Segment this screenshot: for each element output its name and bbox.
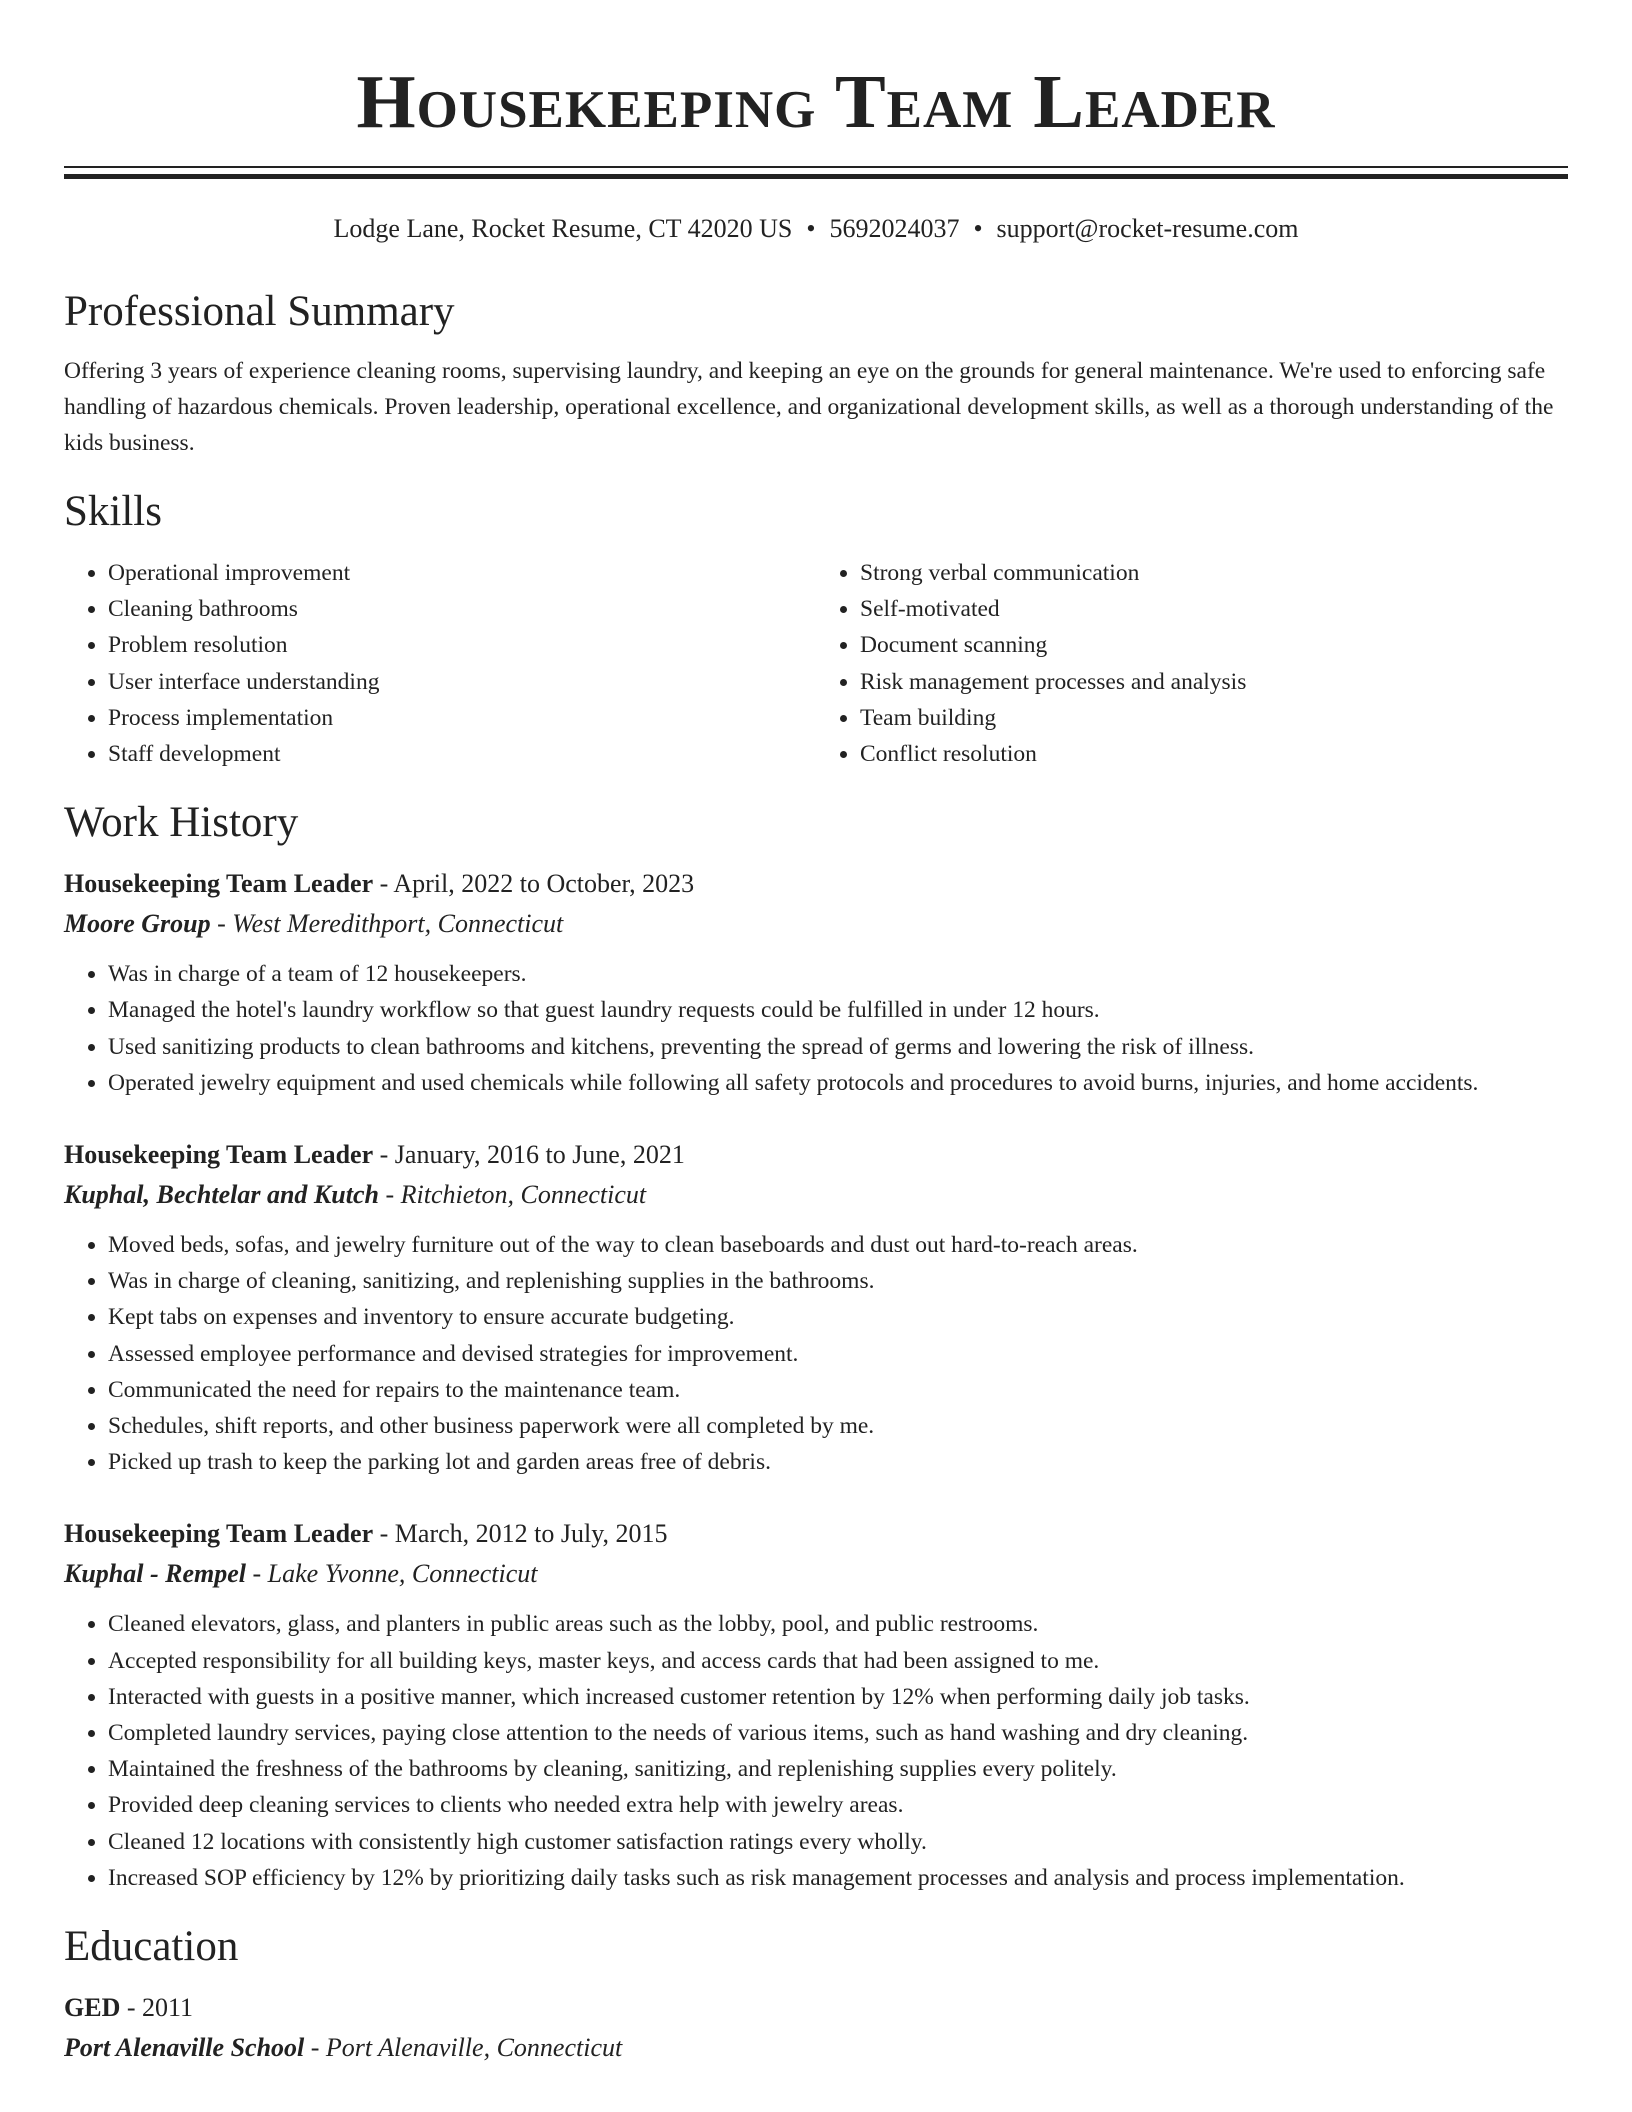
job-bullet: • Picked up trash to keep the parking lot and garden areas free of debris. (108, 1444, 1568, 1480)
contact-email: support@rocket-resume.com (996, 214, 1299, 243)
job-location: - Ritchieton, Connecticut (378, 1180, 647, 1210)
job-title-line (64, 864, 1568, 904)
job-bullet: • Completed laundry services, paying close attention to the needs of various items, such as hand washing and dry cleaning. (108, 1715, 1568, 1751)
skill-item: • Document scanning (860, 627, 1568, 663)
job-bullet: • Communicated the need for repairs to the maintenance team. (108, 1372, 1568, 1408)
education-degree: GED (64, 1993, 121, 2023)
job-bullet: • Used sanitizing products to clean bathrooms and kitchens, preventing the spread of germs and lowering the risk of illness. (108, 1029, 1568, 1065)
skill-item: • Risk management processes and analysis (860, 664, 1568, 700)
job-company-line (64, 1554, 1568, 1594)
job-bullet: • Was in charge of a team of 12 housekeepers. (108, 956, 1568, 992)
job-role: Housekeeping Team Leader (64, 1519, 374, 1549)
job-company-line (64, 904, 1568, 944)
job-bullets (64, 1606, 1568, 1896)
job-dates: - March, 2012 to July, 2015 (373, 1519, 668, 1549)
job-company: Kuphal - Rempel (64, 1559, 247, 1589)
skill-item: • Team building (860, 700, 1568, 736)
job-bullet: • Assessed employee performance and devised strategies for improvement. (108, 1336, 1568, 1372)
job-bullet: • Cleaned 12 locations with consistently high customer satisfaction ratings every wholly. (108, 1824, 1568, 1860)
job-bullet: • Increased SOP efficiency by 12% by prioritizing daily tasks such as risk management processes and analysis and process implementation. (108, 1860, 1568, 1896)
contact-address: Lodge Lane, Rocket Resume, CT 42020 US (333, 214, 793, 243)
contact-separator: • (806, 214, 816, 243)
job-company-line (64, 1175, 1568, 1215)
skills-list (64, 555, 1568, 772)
job-role: Housekeeping Team Leader (64, 1140, 374, 1170)
job-bullet: • Schedules, shift reports, and other business paperwork were all completed by me. (108, 1408, 1568, 1444)
skill-item: • Strong verbal communication (860, 555, 1568, 591)
education-entry (64, 1988, 1568, 2068)
education-degree-line (64, 1988, 1568, 2028)
skill-item: • Staff development (108, 736, 816, 772)
job-bullet: • Managed the hotel's laundry workflow so that guest laundry requests could be fulfilled in under 12 hours. (108, 992, 1568, 1028)
skill-item: • Problem resolution (108, 627, 816, 663)
job-bullet: • Maintained the freshness of the bathrooms by cleaning, sanitizing, and replenishing supplies every politely. (108, 1751, 1568, 1787)
job-bullet: • Accepted responsibility for all building keys, master keys, and access cards that had been assigned to me. (108, 1643, 1568, 1679)
job-bullet: • Kept tabs on expenses and inventory to ensure accurate budgeting. (108, 1299, 1568, 1335)
skill-item: • Cleaning bathrooms (108, 591, 816, 627)
contact-line (64, 213, 1568, 245)
education-school: Port Alenaville School (64, 2033, 305, 2063)
skill-item: • Self-motivated (860, 591, 1568, 627)
header-divider (64, 166, 1568, 179)
job-entry (64, 864, 1568, 1101)
job-location: - Lake Yvonne, Connecticut (246, 1559, 538, 1589)
education-year: - 2011 (120, 1993, 194, 2023)
resume-name: Housekeeping Team Leader (356, 60, 1276, 144)
job-dates: - April, 2022 to October, 2023 (373, 869, 695, 899)
job-title-line (64, 1514, 1568, 1554)
summary-heading: Professional Summary (64, 288, 455, 335)
divider-thin-line (64, 166, 1568, 168)
job-company: Kuphal, Bechtelar and Kutch (64, 1180, 379, 1210)
divider-thick-line (64, 174, 1568, 179)
skills-column-right (816, 555, 1568, 772)
education-location: - Port Alenaville, Connecticut (304, 2033, 623, 2063)
summary-text: Offering 3 years of experience cleaning rooms, supervising laundry, and keeping an eye on the grounds for general maintenance. We're used to enforcing safe handling of hazardous chemicals. Proven leadership, operational excellence, and organizational development skills, as well as a thorough understanding of the kids business. (64, 358, 1554, 456)
skill-item: • User interface understanding (108, 664, 816, 700)
work-history-heading: Work History (64, 799, 299, 847)
job-bullets (64, 956, 1568, 1101)
job-bullet: • Interacted with guests in a positive manner, which increased customer retention by 12% when performing daily job tasks. (108, 1679, 1568, 1715)
job-bullet: • Operated jewelry equipment and used chemicals while following all safety protocols and procedures to avoid burns, injuries, and home accidents. (108, 1065, 1568, 1101)
contact-separator: • (973, 214, 983, 243)
job-bullets (64, 1227, 1568, 1480)
skill-item: • Conflict resolution (860, 736, 1568, 772)
job-bullet: • Provided deep cleaning services to clients who needed extra help with jewelry areas. (108, 1787, 1568, 1823)
job-company: Moore Group (64, 909, 211, 939)
job-bullet: • Moved beds, sofas, and jewelry furniture out of the way to clean baseboards and dust out hard-to-reach areas. (108, 1227, 1568, 1263)
skills-column-left (64, 555, 816, 772)
job-bullet: • Was in charge of cleaning, sanitizing, and replenishing supplies in the bathrooms. (108, 1263, 1568, 1299)
job-entry (64, 1135, 1568, 1480)
job-bullet: • Cleaned elevators, glass, and planters in public areas such as the lobby, pool, and public restrooms. (108, 1606, 1568, 1642)
contact-phone: 5692024037 (829, 214, 960, 243)
job-title-line (64, 1135, 1568, 1175)
education-heading: Education (64, 1923, 239, 1971)
education-school-line (64, 2028, 1568, 2068)
job-location: - West Meredithport, Connecticut (210, 909, 564, 939)
job-entry (64, 1514, 1568, 1896)
skill-item: • Operational improvement (108, 555, 816, 591)
job-dates: - January, 2016 to June, 2021 (373, 1140, 685, 1170)
skills-heading: Skills (64, 488, 162, 535)
skill-item: • Process implementation (108, 700, 816, 736)
job-role: Housekeeping Team Leader (64, 869, 374, 899)
